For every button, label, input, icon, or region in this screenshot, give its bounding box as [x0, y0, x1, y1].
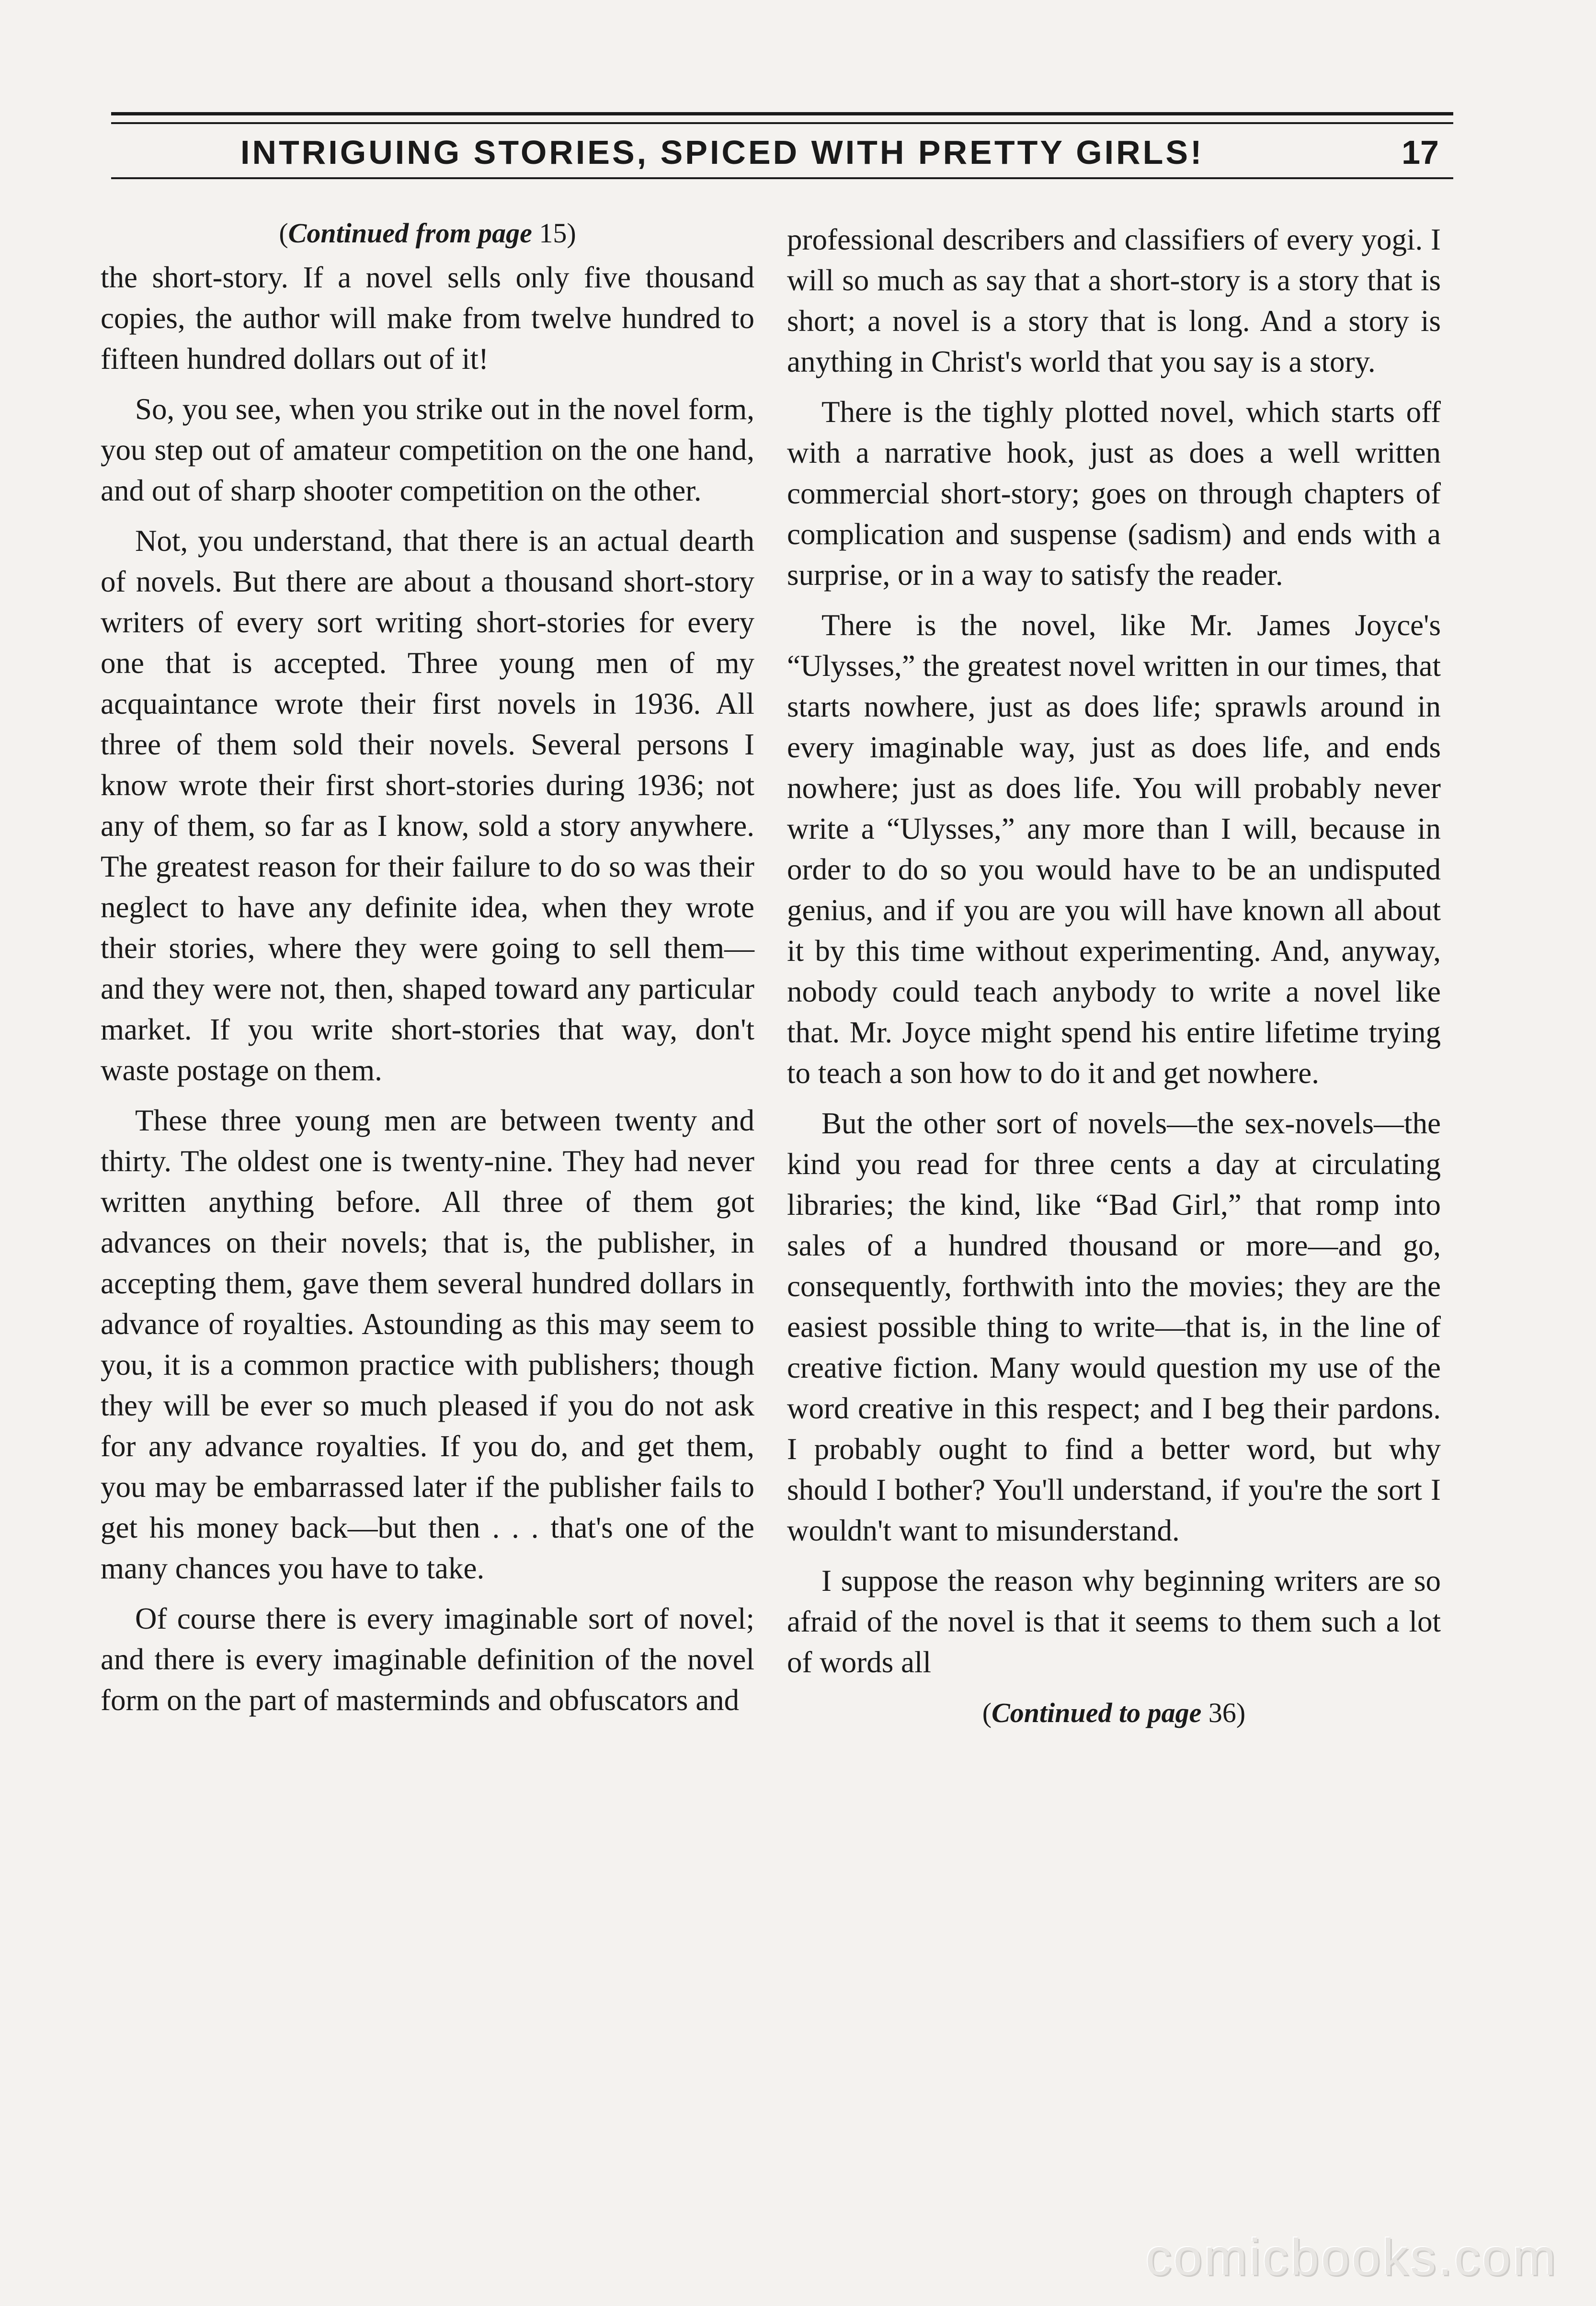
continued-from-note: (Continued from page 15) [279, 217, 576, 249]
paragraph: Not, you understand, that there is an actual dearth of novels. But there are about a thousand short-story writers of every sort writing short-stories for every one that is accepted. Three young men of my acquaintance wrote their first novels in 1936. All three of them sold their novels. Several persons I know wrote their first short-stories during 1936; not any of them, so far as I know, sold a story anywhere. The greatest reason for their failure to do so was their neglect to have any definite idea, when they wrote their stories, where they were going to sell them—and they were not, then, shaped toward any particular market. If you write short-stories that way, don't waste postage on them. [101, 524, 754, 1087]
page-number: 17 [1402, 134, 1439, 171]
paragraph: Of course there is every imaginable sort of novel; and there is every imaginable definition of the novel form on the part of masterminds and obfuscators and [101, 1602, 754, 1717]
paragraph: There is the tighly plotted novel, which starts off with a narrative hook, just as does a well written commercial short-story; goes on through chapters of complication and suspense (sadism) and ends with a surprise, or in a way to satisfy the reader. [787, 395, 1441, 592]
right-column [787, 219, 1441, 1737]
paragraph: I suppose the reason why beginning writers are so afraid of the novel is that it seems to them such a lot of words all [787, 1564, 1441, 1679]
watermark: comicbooks.com [1145, 2228, 1558, 2286]
continued-from-page: 15 [539, 217, 567, 249]
paragraph: the short-story. If a novel sells only five thousand copies, the author will make from twelve hundred to fifteen hundred dollars out of it! [101, 261, 754, 376]
paragraph: professional describers and classifiers of every yogi. I will so much as say that a short-story is a story that is short; a novel is a story that is long. And a story is anything in Christ's world that you say is a story. [787, 223, 1441, 378]
continued-to-page: 36 [1208, 1697, 1236, 1728]
continued-to-label: Continued to page [992, 1697, 1202, 1728]
paragraph: These three young men are between twenty and thirty. The oldest one is twenty-nine. They had never written anything before. All three of them got advances on their novels; that is, the publisher, in accepting them, gave them several hundred dollars in advance of royalties. Astounding as this may seem to you, it is a common practice with publishers; though they will be ever so much pleased if you do not ask for any advance royalties. If you do, and get them, you may be embarrassed later if the publisher fails to get his money back—but then . . . that's one of the many chances you have to take. [101, 1104, 754, 1585]
continued-to-note: (Continued to page 36) [982, 1697, 1246, 1728]
paragraph: But the other sort of novels—the sex-novels—the kind you read for three cents a day at circulating libraries; the kind, like “Bad Girl,” that romp into sales of a hundred thousand or more—and go, consequently, forthwith into the movies; they are the easiest possible thing to write—that is, in the line of creative fiction. Many would question my use of the word creative in this respect; and I beg their pardons. I probably ought to find a better word, but why should I bother? You'll understand, if you're the sort I wouldn't want to misunderstand. [787, 1107, 1441, 1547]
header-rule-top-thin [111, 122, 1453, 124]
paragraph: So, you see, when you strike out in the novel form, you step out of amateur competition on the one hand, and out of sharp shooter competition on the other. [101, 392, 754, 507]
header-rule-top [111, 112, 1453, 115]
paragraph: There is the novel, like Mr. James Joyce's “Ulysses,” the greatest novel written in our times, that starts nowhere, just as does life; sprawls around in every imaginable way, just as does life, and ends nowhere; just as does life. You will probably never write a “Ulysses,” any more than I will, because in order to do so you would have to be an undisputed genius, and if you are you will have known all about it by this time without experimenting. And, anyway, nobody could teach anybody to write a novel like that. Mr. Joyce might spend his entire lifetime trying to teach a son how to do it and get nowhere. [787, 608, 1441, 1090]
running-title: INTRIGUING STORIES, SPICED WITH PRETTY GIRLS! [240, 134, 1204, 171]
page-header [111, 128, 1453, 176]
header-rule-bottom [111, 177, 1453, 179]
left-column [101, 213, 754, 1730]
continued-from-label: Continued from page [288, 217, 532, 249]
